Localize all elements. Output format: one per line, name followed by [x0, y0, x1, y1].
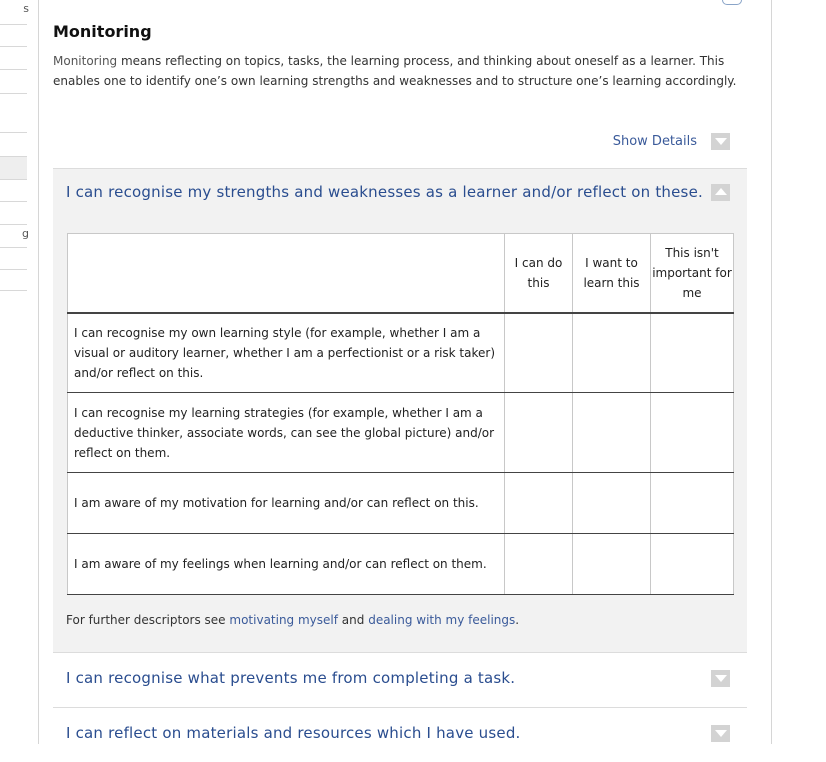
section-intro [53, 51, 743, 91]
table-row [68, 534, 734, 595]
cell-not-important[interactable] [651, 313, 734, 393]
cell-not-important[interactable] [651, 393, 734, 473]
chevron-up-icon[interactable] [711, 184, 730, 201]
row-descriptor: I am aware of my feelings when learning and/or can reflect on them. [68, 534, 505, 595]
collapsed-descriptor-item[interactable] [53, 707, 747, 762]
content-left-border [38, 0, 39, 744]
further-and: and [337, 613, 369, 627]
cell-can-do[interactable] [505, 313, 573, 393]
descriptor-heading[interactable]: I can recognise what prevents me from completing a task. [66, 669, 516, 687]
print-icon[interactable] [722, 0, 742, 5]
further-descriptors-note [66, 613, 519, 627]
cell-can-do[interactable] [505, 473, 573, 534]
sidebar-item[interactable] [0, 179, 27, 202]
page-title: Monitoring [53, 22, 152, 41]
sidebar-item[interactable] [0, 0, 27, 25]
descriptor-heading[interactable]: I can reflect on materials and resources which I have used. [66, 724, 521, 742]
sidebar-item[interactable] [0, 94, 27, 133]
chevron-down-icon[interactable] [711, 725, 730, 742]
chevron-down-icon[interactable] [711, 133, 730, 150]
cell-can-do[interactable] [505, 393, 573, 473]
row-descriptor: I can recognise my learning strategies (for example, whether I am a deductive thinker, associate words, can see the global picture) and/or reflect on them. [68, 393, 505, 473]
cell-not-important[interactable] [651, 473, 734, 534]
sidebar-item[interactable] [0, 47, 27, 70]
sidebar-item[interactable] [0, 202, 27, 225]
self-assessment-table [67, 233, 734, 595]
cell-want-to-learn[interactable] [573, 473, 651, 534]
table-row [68, 393, 734, 473]
sidebar-item[interactable] [0, 270, 27, 291]
cell-want-to-learn[interactable] [573, 393, 651, 473]
sidebar-item-label: g [22, 227, 29, 240]
show-details-label[interactable]: Show Details [612, 134, 697, 149]
descriptor-heading[interactable]: I can recognise my strengths and weaknesses as a learner and/or reflect on these. [66, 183, 703, 201]
sidebar-item[interactable] [0, 25, 27, 47]
content-right-border [771, 0, 772, 744]
sidebar-item-label: s [23, 2, 29, 15]
expanded-descriptor-panel [53, 168, 747, 652]
show-details-toggle[interactable] [613, 133, 730, 150]
row-descriptor: I can recognise my own learning style (for example, whether I am a visual or auditory learner, whether I am a perfectionist or a risk taker) and/or reflect on this. [68, 313, 505, 393]
row-descriptor: I am aware of my motivation for learning and/or can reflect on this. [68, 473, 505, 534]
cell-not-important[interactable] [651, 534, 734, 595]
chevron-down-icon[interactable] [711, 670, 730, 687]
intro-term: Monitoring [53, 54, 118, 68]
intro-text: means reflecting on topics, tasks, the learning process, and thinking about oneself as a learner. This enables one to identify one’s own learning strengths and weaknesses and to structure one’s learning accordingly. [53, 54, 737, 88]
column-header-can-do: I can do this [505, 234, 573, 313]
cell-want-to-learn[interactable] [573, 534, 651, 595]
dealing-with-feelings-link[interactable]: dealing with my feelings [368, 613, 516, 627]
left-sidebar [0, 0, 27, 744]
collapsed-descriptor-item[interactable] [53, 652, 747, 707]
column-header-want-to-learn: I want to learn this [573, 234, 651, 313]
table-row [68, 473, 734, 534]
further-prefix: For further descriptors see [66, 613, 230, 627]
column-header-not-important: This isn't important for me [651, 234, 734, 313]
motivating-myself-link[interactable]: motivating myself [229, 613, 338, 627]
cell-can-do[interactable] [505, 534, 573, 595]
sidebar-item[interactable] [0, 248, 27, 270]
table-row [68, 313, 734, 393]
cell-want-to-learn[interactable] [573, 313, 651, 393]
sidebar-item[interactable] [0, 70, 27, 94]
column-header-descriptor [68, 234, 505, 313]
sidebar-item-active[interactable] [0, 156, 27, 180]
sidebar-item[interactable] [0, 225, 27, 248]
further-suffix: . [515, 613, 520, 627]
table-header-row [68, 234, 734, 313]
